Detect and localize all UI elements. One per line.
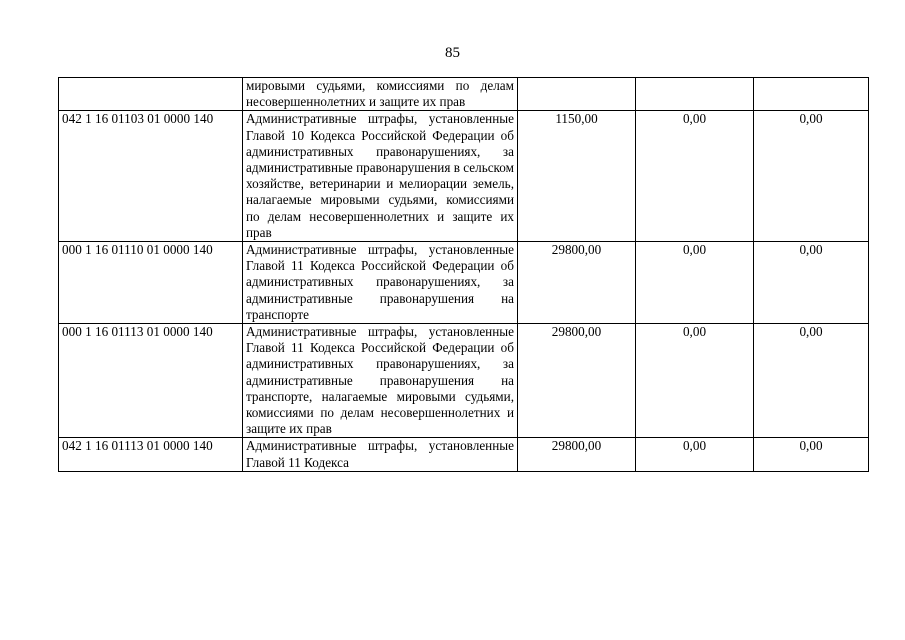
- budget-code-cell: [59, 78, 243, 111]
- amount-cell-3: 0,00: [754, 438, 869, 471]
- budget-code-cell: 042 1 16 01113 01 0000 140: [59, 438, 243, 471]
- amount-cell-1: [518, 78, 636, 111]
- amount-cell-2: [636, 78, 754, 111]
- amount-cell-2: 0,00: [636, 111, 754, 242]
- budget-code-cell: 000 1 16 01110 01 0000 140: [59, 242, 243, 324]
- table-row: [59, 438, 869, 471]
- amount-cell-3: 0,00: [754, 324, 869, 438]
- amount-cell-3: [754, 78, 869, 111]
- revenue-name-cell: мировыми судьями, комиссиями по делам несовершеннолетних и защите их прав: [243, 78, 518, 111]
- revenue-name-cell: Административные штрафы, установленные Главой 11 Кодекса: [243, 438, 518, 471]
- amount-cell-1: 29800,00: [518, 438, 636, 471]
- table-row: [59, 324, 869, 438]
- revenue-table: [58, 77, 869, 472]
- amount-cell-3: 0,00: [754, 111, 869, 242]
- amount-cell-1: 29800,00: [518, 324, 636, 438]
- page-number: 85: [445, 45, 460, 61]
- amount-cell-2: 0,00: [636, 438, 754, 471]
- budget-code-cell: 000 1 16 01113 01 0000 140: [59, 324, 243, 438]
- table-row: [59, 78, 869, 111]
- revenue-name-cell: Административные штрафы, установленные Главой 10 Кодекса Российской Федерации об административных правонарушениях, за административные правонарушения в сельском хозяйстве, ветеринарии и мелиорации земель, налагаемые мировыми судьями, комиссиями по делам несовершеннолетних и защите их прав: [243, 111, 518, 242]
- amount-cell-3: 0,00: [754, 242, 869, 324]
- table-row: [59, 242, 869, 324]
- amount-cell-1: 1150,00: [518, 111, 636, 242]
- amount-cell-1: 29800,00: [518, 242, 636, 324]
- budget-code-cell: 042 1 16 01103 01 0000 140: [59, 111, 243, 242]
- amount-cell-2: 0,00: [636, 324, 754, 438]
- table-row: [59, 111, 869, 242]
- amount-cell-2: 0,00: [636, 242, 754, 324]
- revenue-name-cell: Административные штрафы, установленные Главой 11 Кодекса Российской Федерации об административных правонарушениях, за административные правонарушения на транспорте, налагаемые мировыми судьями, комиссиями по делам несовершеннолетних и защите их прав: [243, 324, 518, 438]
- revenue-name-cell: Административные штрафы, установленные Главой 11 Кодекса Российской Федерации об административных правонарушениях, за административные правонарушения на транспорте: [243, 242, 518, 324]
